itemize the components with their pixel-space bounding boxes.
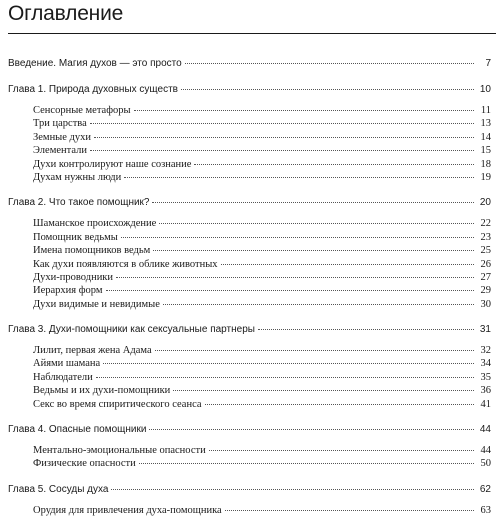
toc-subentry[interactable] [8,384,491,397]
toc-chapter-1 [8,83,491,184]
dot-leader [194,164,474,165]
toc-subentry[interactable] [8,144,491,157]
entry-page-number: 44 [480,445,491,457]
entry-label: Айями шамана [33,358,101,370]
dot-leader [106,290,474,291]
entry-page-number: 14 [480,131,491,143]
toc-chapter-4 [8,423,491,471]
entry-page-number: 41 [480,398,491,410]
entry-label: Глава 2. Что такое помощник? [8,197,150,209]
page-title: Оглавление [8,2,124,25]
toc-subentry[interactable] [8,357,491,370]
toc-subentry[interactable] [8,117,491,130]
entry-label: Шаманское происхождение [33,218,157,230]
entry-page-number: 18 [480,158,491,170]
dot-leader [205,404,474,405]
entry-label: Три царства [33,118,87,130]
entry-label: Имена помощников ведьм [33,245,151,257]
entry-label: Наблюдатели [33,371,93,383]
toc-entry-intro[interactable] [8,57,491,71]
entry-page-number: 11 [480,105,491,116]
toc-subentry[interactable] [8,398,491,411]
toc-subentry[interactable] [8,104,491,117]
toc-chapter-5 [8,483,491,517]
entry-page-number: 31 [479,324,491,336]
entry-label: Орудия для привлечения духа-помощника [33,504,222,516]
dot-leader [90,123,474,124]
entry-label: Земные духи [33,131,91,143]
entry-page-number: 20 [479,197,491,209]
entry-label: Духи видимые и невидимые [33,298,160,310]
dot-leader [90,150,474,151]
entry-label: Лилит, первая жена Адама [33,345,152,357]
entry-label: Сенсорные метафоры [33,105,131,116]
toc-subentry[interactable] [8,217,491,230]
entry-page-number: 50 [480,458,491,470]
table-of-contents [8,57,491,529]
dot-leader [185,63,474,64]
entry-page-number: 13 [480,118,491,130]
toc-subentry[interactable] [8,371,491,384]
dot-leader [111,489,474,490]
chapter-heading[interactable] [8,483,491,497]
entry-label: Глава 4. Опасные помощники [8,424,147,436]
entry-page-number: 30 [480,298,491,310]
toc-chapter-3 [8,323,491,411]
toc-chapter-2 [8,196,491,311]
entry-label: Помощник ведьмы [33,231,118,243]
entry-page-number: 27 [480,271,491,283]
entry-label: Как духи появляются в облике животных [33,258,218,270]
entry-page-number: 7 [485,58,491,69]
toc-subentry[interactable] [8,444,491,457]
entry-label: Ведьмы и их духи-помощники [33,385,171,397]
entry-page-number: 32 [480,345,491,357]
dot-leader [152,202,474,203]
toc-subentry[interactable] [8,258,491,271]
toc-subentry[interactable] [8,131,491,144]
entry-page-number: 26 [480,258,491,270]
chapter-heading[interactable] [8,423,491,437]
entry-page-number: 23 [480,231,491,243]
entry-label: Иерархия форм [33,285,103,297]
dot-leader [139,463,474,464]
dot-leader [124,177,474,178]
toc-subentry[interactable] [8,298,491,311]
entry-page-number: 36 [480,385,491,397]
entry-label: Элементали [33,145,87,157]
dot-leader [153,250,474,251]
toc-subentry[interactable] [8,244,491,257]
entry-page-number: 15 [480,145,491,157]
entry-page-number: 29 [480,285,491,297]
title-divider [8,33,496,34]
toc-intro [8,57,491,71]
entry-label: Глава 3. Духи-помощники как сексуальные партнеры [8,324,255,336]
entry-label: Глава 5. Сосуды духа [8,483,109,495]
toc-subentry[interactable] [8,271,491,284]
entry-label: Физические опасности [33,458,136,470]
toc-subentry[interactable] [8,284,491,297]
dot-leader [96,377,474,378]
entry-page-number: 62 [479,483,491,495]
dot-leader [134,110,474,111]
dot-leader [149,429,474,430]
dot-leader [155,350,474,351]
toc-subentry[interactable] [8,344,491,357]
entry-label: Ментально-эмоциональные опасности [33,445,206,457]
dot-leader [225,510,474,511]
dot-leader [116,277,474,278]
entry-label: Глава 1. Природа духовных существ [8,84,178,95]
dot-leader [159,223,474,224]
entry-page-number: 63 [480,504,491,516]
dot-leader [173,390,474,391]
entry-label: Духи контролируют наше сознание [33,158,192,170]
chapter-heading[interactable] [8,196,491,210]
entry-page-number: 19 [480,171,491,183]
dot-leader [258,329,474,330]
entry-label: Духам нужны люди [33,171,122,183]
entry-page-number: 35 [480,371,491,383]
dot-leader [209,450,474,451]
toc-subentry[interactable] [8,158,491,171]
dot-leader [221,264,474,265]
dot-leader [94,137,474,138]
chapter-heading[interactable] [8,83,491,97]
toc-subentry[interactable] [8,231,491,244]
dot-leader [163,304,474,305]
entry-label: Введение. Магия духов — это просто [8,58,182,69]
entry-page-number: 25 [480,245,491,257]
entry-page-number: 22 [480,218,491,230]
dot-leader [121,237,474,238]
toc-subentry[interactable] [8,171,491,184]
dot-leader [103,363,474,364]
chapter-heading[interactable] [8,323,491,337]
entry-page-number: 10 [479,84,491,95]
toc-subentry[interactable] [8,457,491,470]
entry-label: Духи-проводники [33,271,114,283]
dot-leader [181,89,474,90]
toc-subentry[interactable] [8,504,491,517]
entry-page-number: 34 [480,358,491,370]
entry-label: Секс во время спиритического сеанса [33,398,202,410]
entry-page-number: 44 [479,424,491,436]
